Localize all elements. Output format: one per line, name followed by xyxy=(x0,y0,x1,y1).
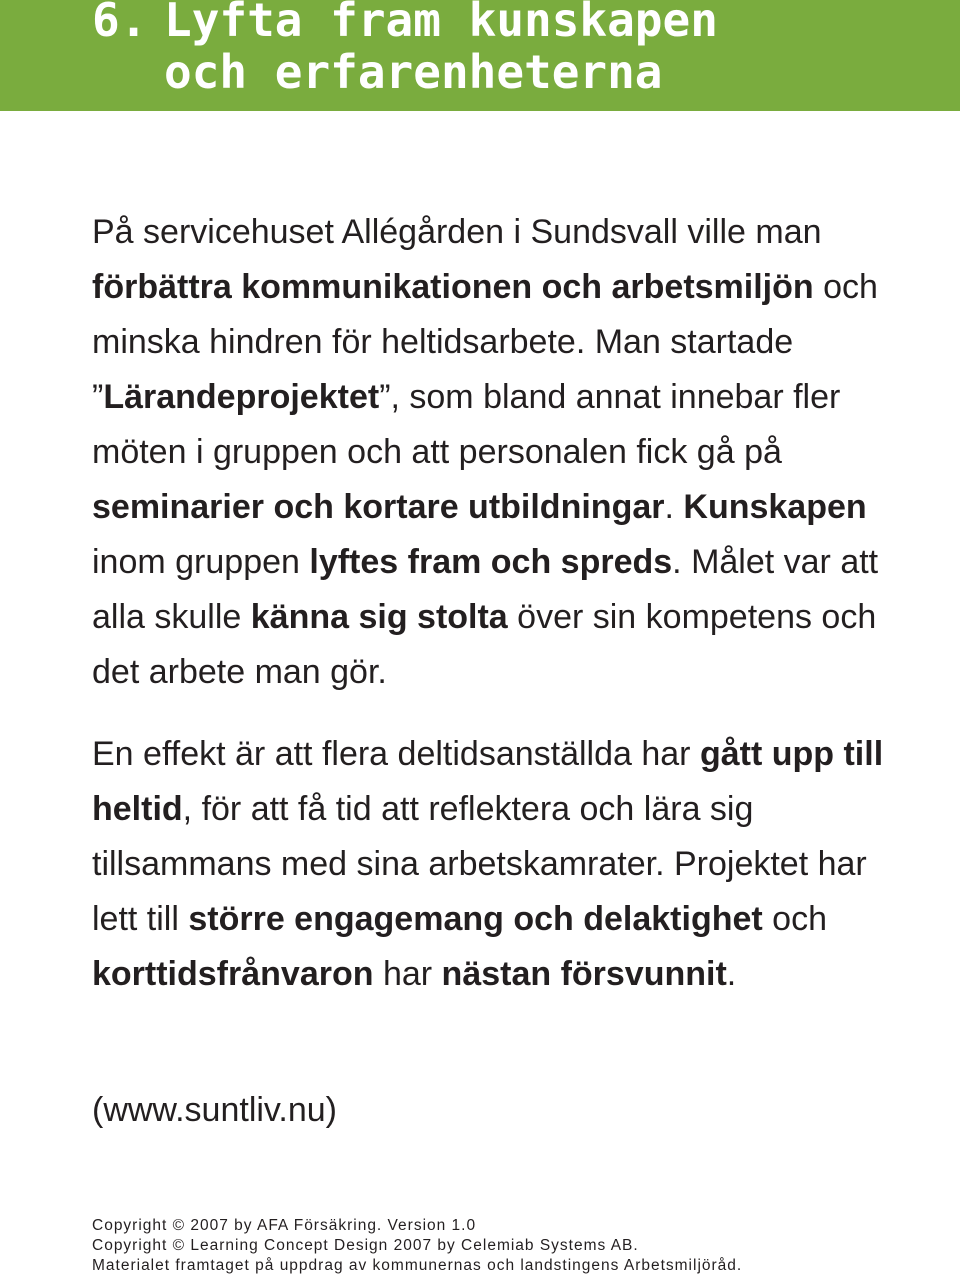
text-segment: , för att få tid att reflektera och lära sig tillsammans med sina arbetskamrater. Projektet har lett till xyxy=(92,790,867,938)
text-segment: På servicehuset Allégården i Sundsvall ville man xyxy=(92,213,822,251)
text-segment: . xyxy=(664,488,684,526)
text-segment: En effekt är att flera deltidsanställda har xyxy=(92,735,700,773)
copyright-line-1: Copyright © 2007 by AFA Försäkring. Version 1.0 xyxy=(92,1217,477,1234)
emphasis-text: lyftes fram och spreds xyxy=(309,543,673,581)
text-segment: och xyxy=(762,900,827,938)
text-segment: . xyxy=(726,955,737,993)
paragraph-intro xyxy=(92,205,892,700)
emphasis-text: känna sig stolta xyxy=(250,598,508,636)
commission-note: Materialet framtaget på uppdrag av kommunernas och landstingens Arbetsmiljöråd. xyxy=(92,1257,743,1274)
title-line-1: Lyfta fram kunskapen xyxy=(164,0,718,47)
emphasis-text: större engagemang och delaktighet xyxy=(188,900,763,938)
text-segment: har xyxy=(373,955,442,993)
emphasis-text: gått upp till heltid xyxy=(92,735,884,828)
text-segment: . Målet var att alla skulle xyxy=(92,543,879,636)
emphasis-text: förbättra kommunikationen och arbetsmiljön xyxy=(92,268,814,306)
emphasis-text: nästan försvunnit xyxy=(441,955,727,993)
text-segment: över sin kompetens och det arbete man gör. xyxy=(92,598,877,691)
paragraph-effect xyxy=(92,727,892,1002)
copyright-footer xyxy=(92,1216,742,1276)
emphasis-text: Kunskapen xyxy=(683,488,867,526)
emphasis-text: korttidsfrånvaron xyxy=(92,955,374,993)
section-number: 6. xyxy=(92,0,148,47)
text-segment: och minska hindren för heltidsarbete. Man startade ” xyxy=(92,268,878,416)
emphasis-text: seminarier och kortare utbildningar xyxy=(92,488,665,526)
source-reference: (www.suntliv.nu) xyxy=(92,1091,337,1129)
header-band xyxy=(0,0,960,111)
text-segment: inom gruppen xyxy=(92,543,310,581)
text-segment: ”, som bland annat innebar fler möten i gruppen och att personalen fick gå på xyxy=(92,378,841,471)
main-content xyxy=(92,205,892,1002)
page-title xyxy=(92,0,718,98)
emphasis-text: Lärandeprojektet xyxy=(103,378,380,416)
copyright-line-2: Copyright © Learning Concept Design 2007 by Celemiab Systems AB. xyxy=(92,1237,639,1254)
title-line-2: och erfarenheterna xyxy=(164,45,663,99)
